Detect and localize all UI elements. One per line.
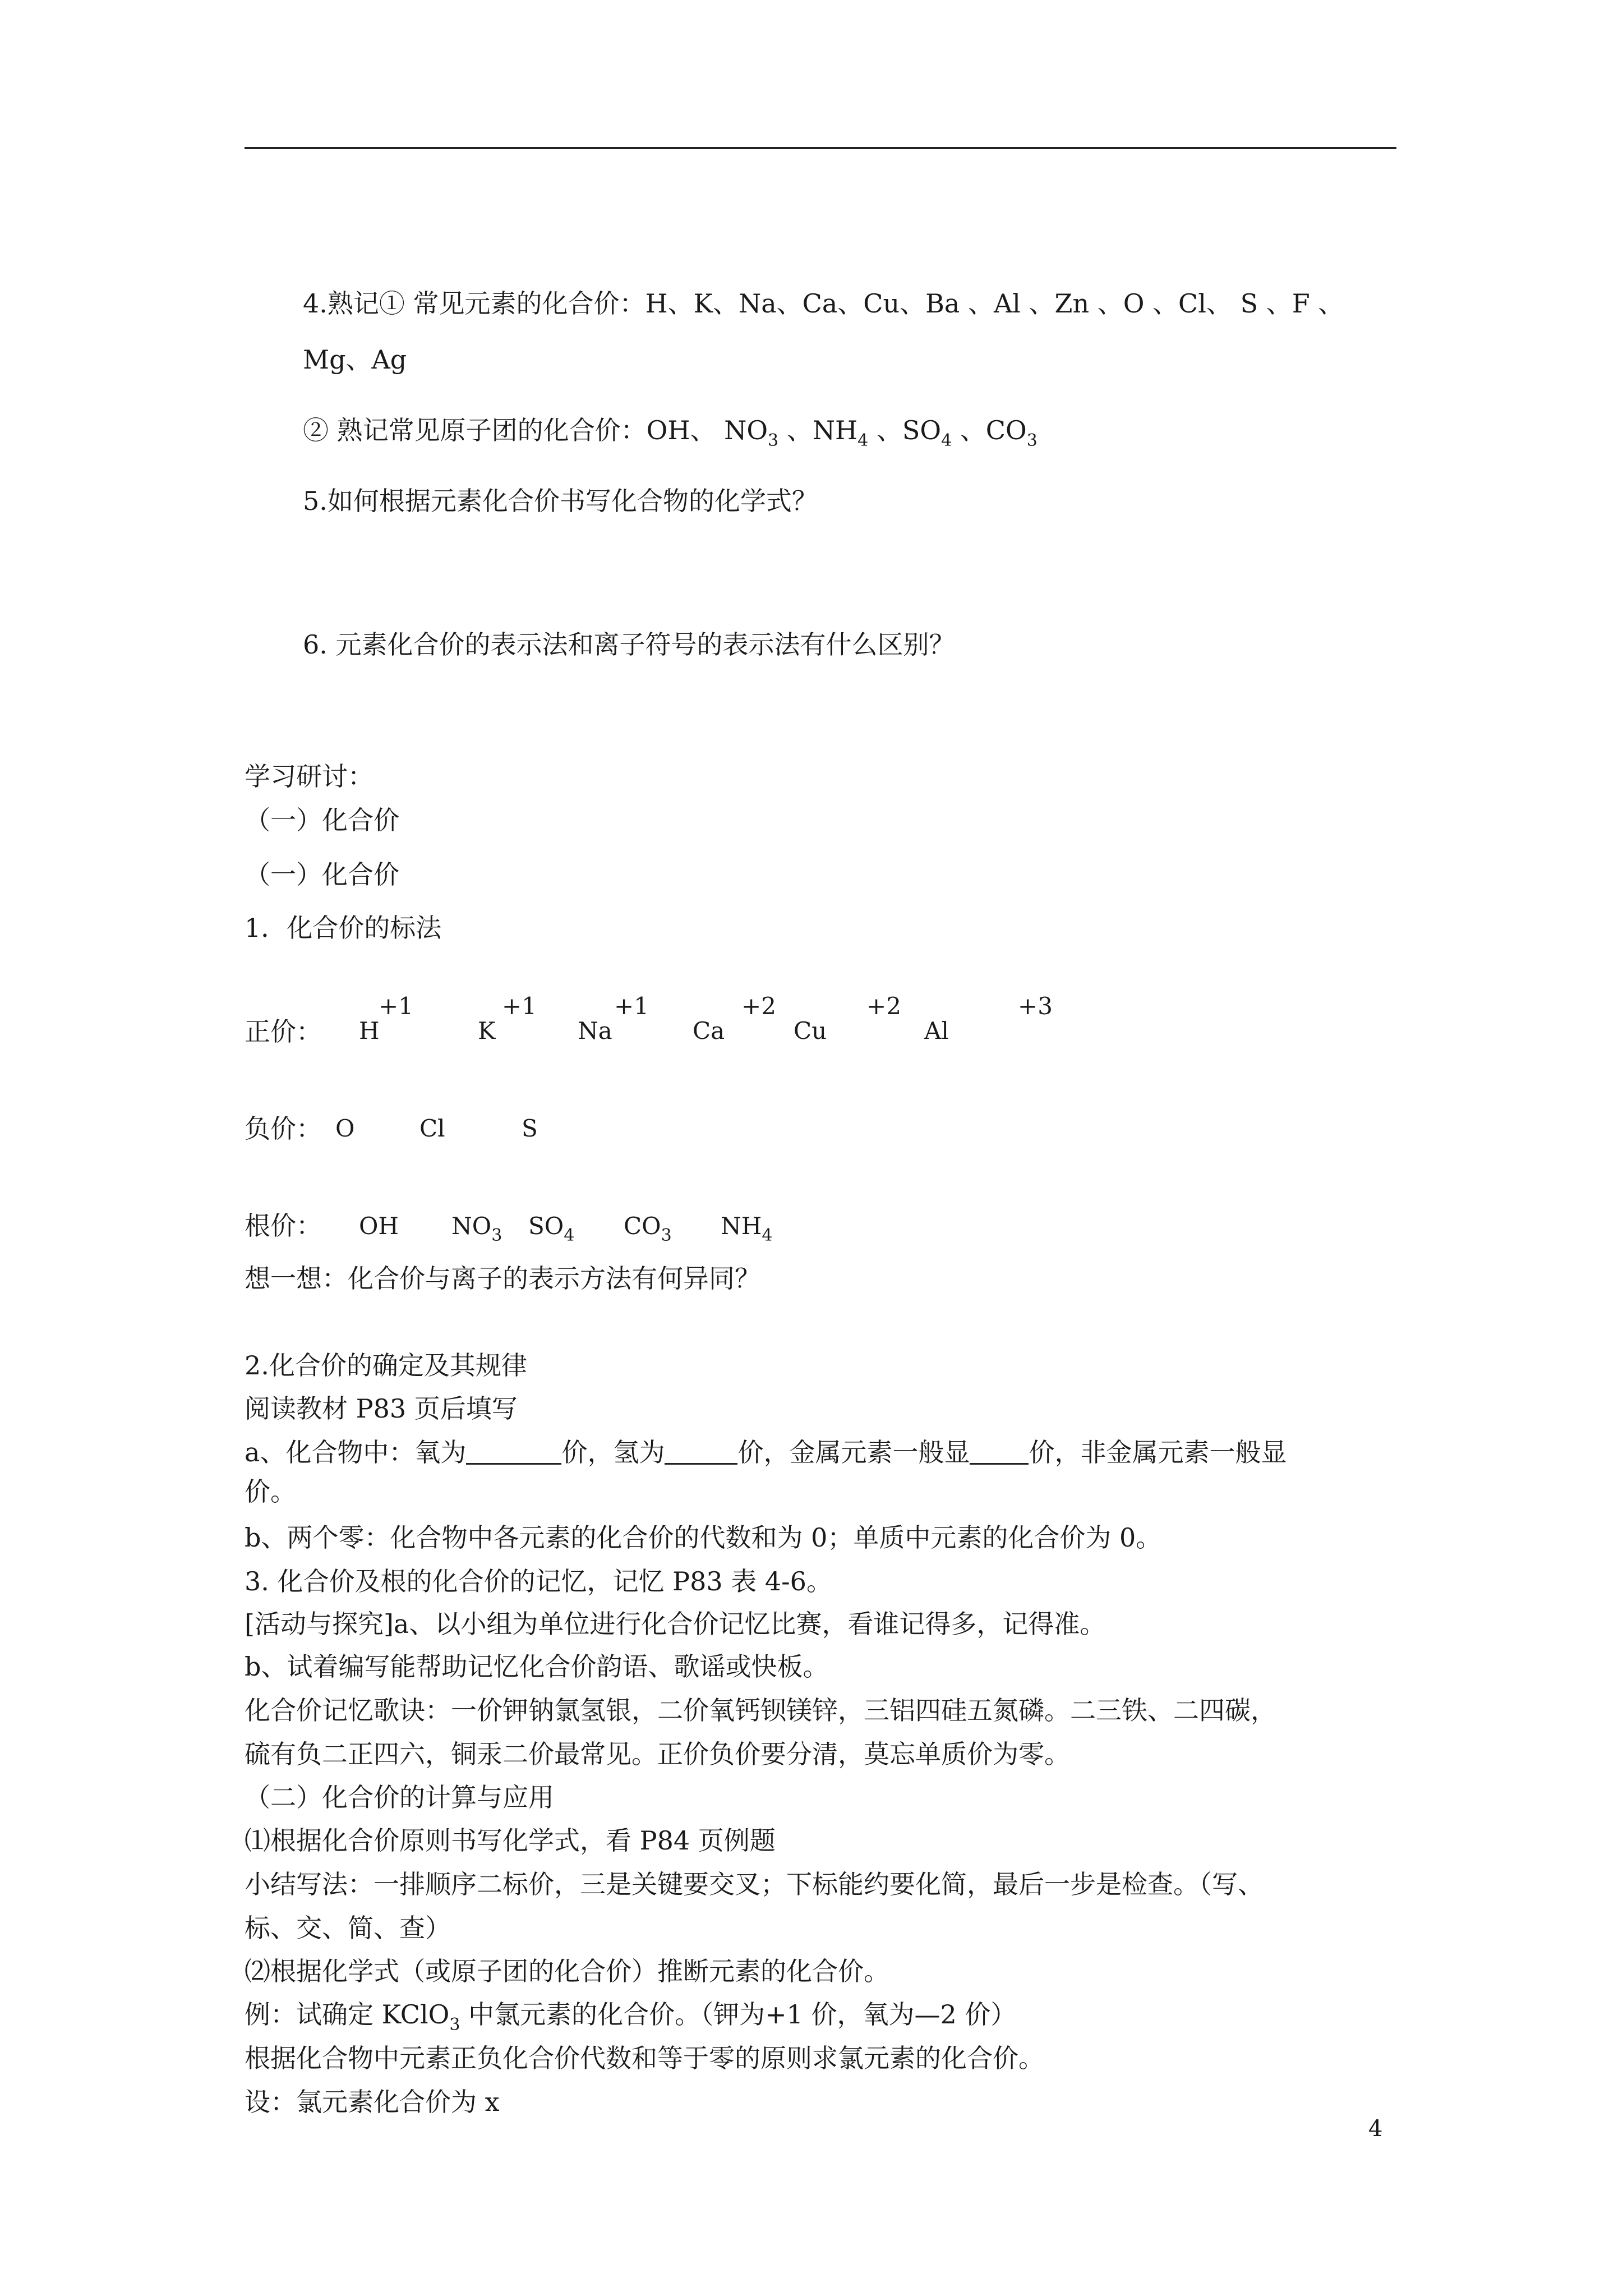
study-title: 学习研讨：	[245, 761, 374, 792]
negative-element-cl: Cl	[419, 1115, 445, 1142]
fill-in-line-a: a、化合物中：氧为 价，氢为 价，金属元素一般显 价，非金属元素一般显	[245, 1437, 1287, 1467]
positive-valence-ca: +2	[741, 992, 776, 1020]
positive-element-cu: Cu	[794, 1017, 827, 1045]
section-3-title: 3. 化合价及根的化合价的记忆，记忆 P83 表 4-6。	[245, 1566, 832, 1596]
fill-in-line-a-cont: 价。	[245, 1476, 296, 1507]
q5-text: 5.如何根据元素化合价书写化合物的化学式？	[303, 486, 818, 516]
rhyme-line-1: 化合价记忆歌诀：一价钾钠氯氢银，二价氧钙钡镁锌，三铝四硅五氮磷。二三铁、二四碳，	[245, 1695, 1276, 1726]
radical-so4: $SO_4$	[528, 1212, 575, 1245]
positive-label: 正价：	[245, 1016, 322, 1047]
positive-element-k: K	[478, 1017, 496, 1045]
section-heading-1a: （一）化合价	[245, 805, 399, 835]
negative-element-o: O	[335, 1115, 355, 1142]
positive-element-ca: Ca	[693, 1017, 725, 1045]
item-1-title: 1．化合价的标法	[245, 913, 442, 943]
rule-line: 根据化合物中元素正负化合价代数和等于零的原则求氯元素的化合价。	[245, 2043, 1044, 2073]
activity-a: [活动与探究]a、以小组为单位进行化合价记忆比赛，看谁记得多，记得准。	[245, 1609, 1106, 1639]
think-question: 想一想：化合价与离子的表示方法有何异同？	[245, 1263, 760, 1294]
positive-valence-na: +1	[614, 992, 649, 1020]
section-2-title: 2.化合价的确定及其规律	[245, 1350, 527, 1381]
negative-element-s: S	[522, 1115, 538, 1142]
let-line: 设：氯元素化合价为 x	[245, 2087, 500, 2117]
calc-point-2: ⑵根据化学式（或原子团的化合价）推断元素的化合价。	[245, 1956, 889, 1986]
summary-line-1: 小结写法：一排顺序二标价，三是关键要交叉；下标能约要化简，最后一步是检查。（写、	[245, 1869, 1264, 1899]
radical-oh: OH	[359, 1212, 399, 1240]
radical-co3: $CO_3$	[624, 1212, 672, 1245]
activity-b: b、试着编写能帮助记忆化合价韵语、歌谣或快板。	[245, 1651, 829, 1682]
rhyme-line-2: 硫有负二正四六，铜汞二价最常见。正价负价要分清，莫忘单质价为零。	[245, 1739, 1070, 1769]
positive-valence-al: +3	[1018, 992, 1053, 1020]
blank-hydrogen[interactable]	[665, 1441, 737, 1465]
positive-element-al: Al	[924, 1017, 949, 1045]
q4-line1: 4.熟记① 常见元素的化合价：H、K、Na、Ca、Cu、Ba 、Al 、Zn 、O 、Cl、 S 、F 、	[303, 288, 1344, 319]
negative-label: 负价：	[245, 1114, 322, 1144]
q6-text: 6. 元素化合价的表示法和离子符号的表示法有什么区别？	[303, 629, 955, 660]
blank-oxygen[interactable]	[466, 1441, 561, 1465]
example-line: 例：试确定 KClO$_3$ 中氯元素的化合价。（钾为+1 价，氧为—2 价）	[245, 1999, 1017, 2035]
positive-valence-h: +1	[379, 992, 413, 1020]
positive-valence-cu: +2	[866, 992, 901, 1020]
radical-no3: $NO_3$	[451, 1212, 502, 1245]
radical-label: 根价：	[245, 1211, 322, 1241]
positive-element-na: Na	[578, 1017, 612, 1045]
calc-point-1: ⑴根据化合价原则书写化学式，看 P84 页例题	[245, 1825, 776, 1856]
positive-valence-k: +1	[502, 992, 537, 1020]
section-heading-1b: （一）化合价	[245, 859, 399, 890]
rule-b: b、两个零：化合物中各元素的化合价的代数和为 0；单质中元素的化合价为 0。	[245, 1522, 1162, 1553]
read-instruction: 阅读教材 P83 页后填写	[245, 1393, 518, 1424]
positive-element-h: H	[359, 1017, 380, 1045]
radical-nh4: $NH_4$	[721, 1212, 773, 1245]
blank-metal[interactable]	[970, 1441, 1029, 1465]
summary-line-2: 标、交、简、查）	[245, 1913, 451, 1943]
q4-line3: ② 熟记常见原子团的化合价：OH、 $NO_3$ 、$NH_4$ 、$SO_4$ 、$CO_3$	[303, 415, 1038, 450]
page-number: 4	[1368, 2116, 1383, 2142]
header-rule	[245, 147, 1396, 149]
q4-line2: Mg、Ag	[303, 344, 407, 375]
section-calc-title: （二）化合价的计算与应用	[245, 1782, 554, 1812]
